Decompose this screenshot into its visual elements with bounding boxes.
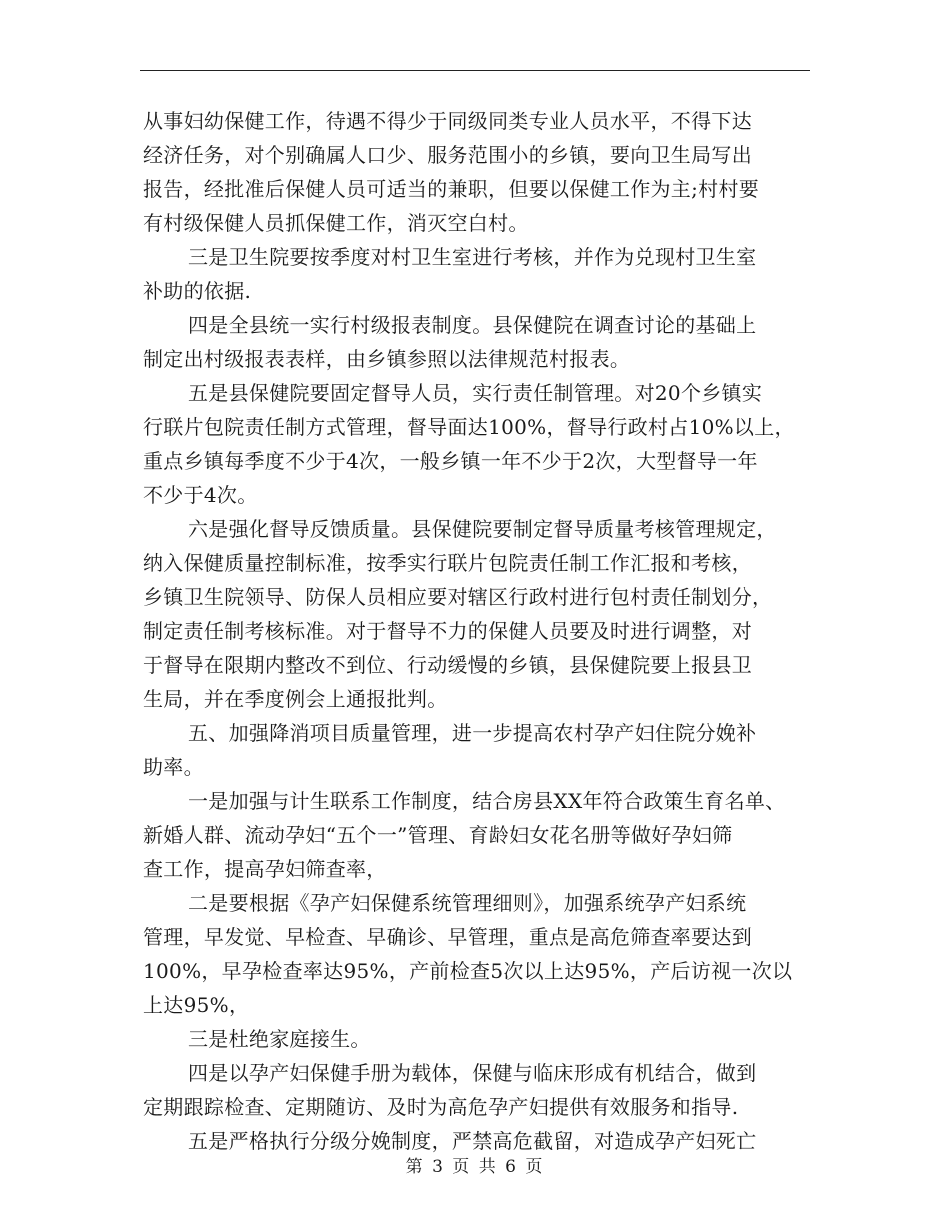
text-line: 于督导在限期内整改不到位、行动缓慢的乡镇，县保健院要上报县卫	[143, 653, 752, 677]
text-line: 乡镇卫生院领导、防保人员相应要对辖区行政村进行包村责任制划分，	[143, 585, 773, 609]
text-line: 查工作，提高孕妇筛查率，	[143, 857, 387, 881]
text-line: 五是严格执行分级分娩制度，严禁高危截留，对造成孕产妇死亡	[188, 1129, 757, 1153]
text-line: 上达95%，	[143, 993, 250, 1017]
text-line: 不少于4次。	[143, 483, 258, 507]
text-line: 助率。	[143, 755, 204, 779]
page-number-footer: 第 3 页 共 6 页	[405, 1157, 545, 1177]
text-line: 五、加强降消项目质量管理，进一步提高农村孕产妇住院分娩补	[188, 721, 757, 745]
text-line: 一是加强与计生联系工作制度，结合房县XX年符合政策生育名单、	[188, 789, 786, 813]
text-line: 三是杜绝家庭接生。	[188, 1027, 371, 1051]
text-line: 四是以孕产妇保健手册为载体，保健与临床形成有机结合，做到	[188, 1061, 757, 1085]
text-line: 管理，早发觉、早检查、早确诊、早管理，重点是高危筛查率要达到	[143, 925, 752, 949]
header-rule	[140, 70, 810, 71]
text-line: 从事妇幼保健工作，待遇不得少于同级同类专业人员水平，不得下达	[143, 109, 752, 133]
text-line: 重点乡镇每季度不少于4次，一般乡镇一年不少于2次，大型督导一年	[143, 449, 758, 473]
text-line: 制定出村级报表表样，由乡镇参照以法律规范村报表。	[143, 347, 631, 371]
text-line: 五是县保健院要固定督导人员，实行责任制管理。对20个乡镇实	[188, 381, 763, 405]
text-line: 新婚人群、流动孕妇“五个一”管理、育龄妇女花名册等做好孕妇筛	[143, 823, 733, 847]
text-line: 三是卫生院要按季度对村卫生室进行考核，并作为兑现村卫生室	[188, 245, 757, 269]
text-line: 二是要根据《孕产妇保健系统管理细则》，加强系统孕产妇系统	[188, 891, 747, 915]
document-body	[143, 104, 815, 1158]
text-line: 生局，并在季度例会上通报批判。	[143, 687, 448, 711]
text-line: 四是全县统一实行村级报表制度。县保健院在调查讨论的基础上	[188, 313, 757, 337]
text-line: 报告，经批准后保健人员可适当的兼职，但要以保健工作为主;村村要	[143, 177, 760, 201]
text-line: 制定责任制考核标准。对于督导不力的保健人员要及时进行调整，对	[143, 619, 752, 643]
text-line: 定期跟踪检查、定期随访、及时为高危孕产妇提供有效服务和指导.	[143, 1095, 739, 1119]
text-line: 100%，早孕检查率达95%，产前检查5次以上达95%，产后访视一次以	[143, 959, 793, 983]
text-line: 有村级保健人员抓保健工作，消灭空白村。	[143, 211, 529, 235]
text-line: 纳入保健质量控制标准，按季实行联片包院责任制工作汇报和考核，	[143, 551, 752, 575]
text-line: 经济任务，对个别确属人口少、服务范围小的乡镇，要向卫生局写出	[143, 143, 752, 167]
text-line: 六是强化督导反馈质量。县保健院要制定督导质量考核管理规定，	[188, 517, 777, 541]
text-line: 行联片包院责任制方式管理，督导面达100%，督导行政村占10%以上，	[143, 415, 795, 439]
text-line: 补助的依据.	[143, 279, 252, 303]
